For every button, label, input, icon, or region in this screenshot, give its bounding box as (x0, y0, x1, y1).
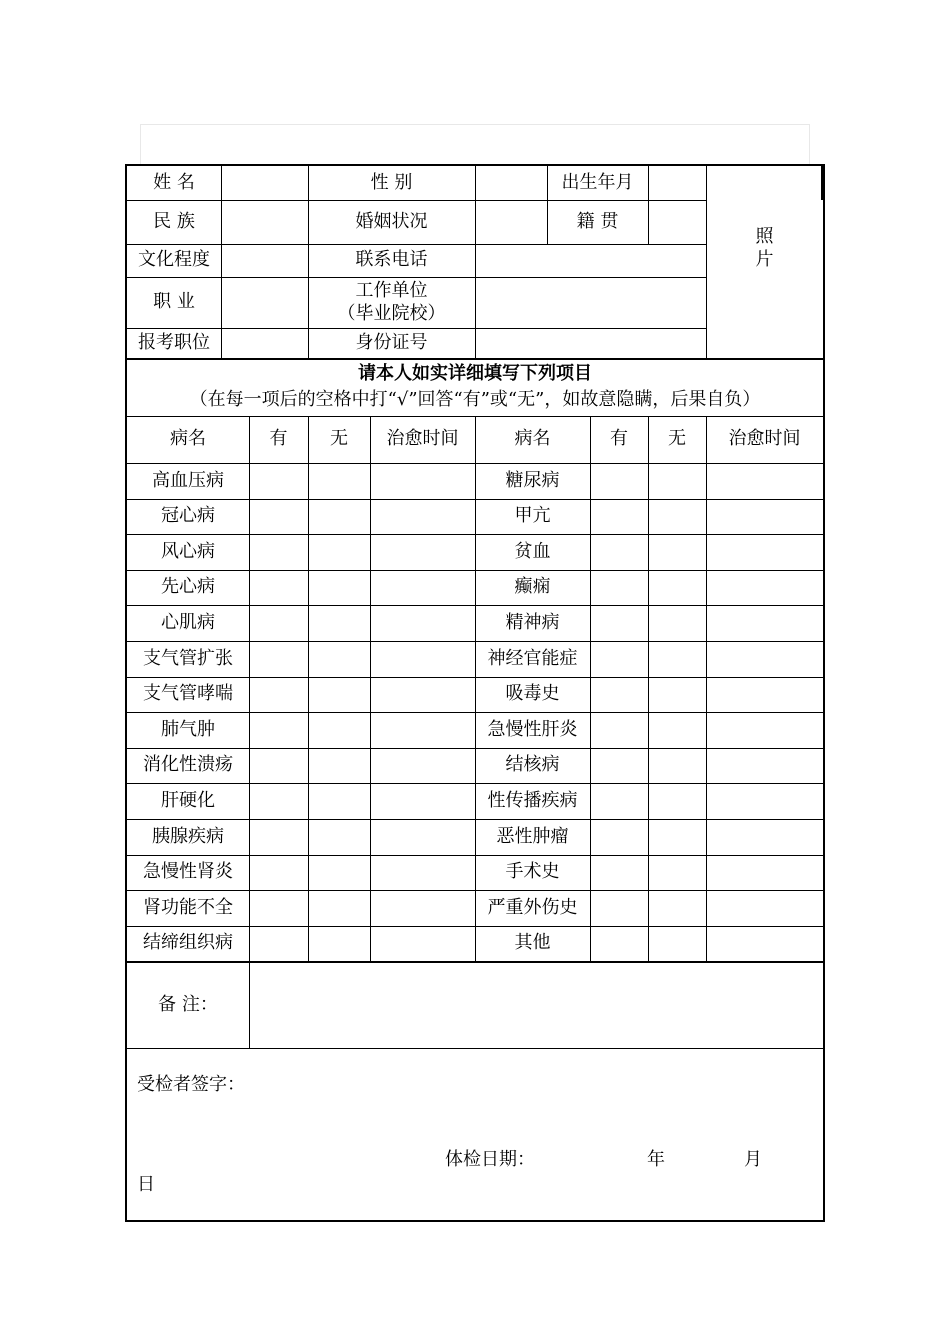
no-checkbox[interactable] (648, 783, 706, 819)
name-label: 姓 名 (153, 171, 195, 193)
col-no-left: 无 (330, 428, 348, 450)
gender-field[interactable] (475, 166, 547, 200)
yes-checkbox[interactable] (590, 534, 648, 570)
cured-time-field[interactable] (706, 748, 823, 784)
no-checkbox[interactable] (648, 855, 706, 891)
no-checkbox[interactable] (648, 463, 706, 499)
disease-name: 贫血 (514, 540, 551, 562)
marital-label: 婚姻状况 (355, 210, 428, 232)
yes-checkbox[interactable] (249, 570, 308, 606)
instructions-title: 请本人如实详细填写下列项目 (358, 362, 592, 384)
yes-checkbox[interactable] (249, 819, 308, 855)
cured-time-field[interactable] (706, 641, 823, 677)
col-cured-left: 治愈时间 (386, 428, 459, 450)
no-checkbox[interactable] (648, 712, 706, 748)
yes-checkbox[interactable] (249, 641, 308, 677)
yes-checkbox[interactable] (590, 463, 648, 499)
disease-name: 神经官能症 (487, 647, 578, 669)
disease-name: 肝硬化 (161, 789, 215, 811)
no-checkbox[interactable] (648, 748, 706, 784)
col-no-right: 无 (668, 428, 686, 450)
yes-checkbox[interactable] (590, 570, 648, 606)
cured-time-field[interactable] (706, 855, 823, 891)
rule (821, 166, 823, 200)
no-checkbox[interactable] (648, 819, 706, 855)
disease-name: 严重外伤史 (487, 896, 578, 918)
disease-name: 糖尿病 (505, 469, 560, 491)
cured-time-field[interactable] (370, 783, 475, 819)
cured-time-field[interactable] (706, 463, 823, 499)
ethnic-label: 民 族 (153, 210, 195, 232)
cured-time-field[interactable] (370, 499, 475, 535)
job-field[interactable] (221, 277, 308, 328)
disease-name: 支气管哮喘 (143, 683, 233, 705)
phone-field[interactable] (475, 244, 706, 277)
no-checkbox[interactable] (648, 605, 706, 641)
native-field[interactable] (648, 200, 706, 244)
yes-checkbox[interactable] (249, 677, 308, 713)
birth-field[interactable] (648, 166, 706, 200)
remarks-field[interactable] (249, 962, 823, 1048)
cured-time-field[interactable] (706, 677, 823, 713)
no-checkbox[interactable] (308, 819, 370, 855)
no-checkbox[interactable] (308, 712, 370, 748)
cured-time-field[interactable] (370, 677, 475, 713)
yes-checkbox[interactable] (590, 748, 648, 784)
yes-checkbox[interactable] (249, 605, 308, 641)
year-label: 年 (647, 1148, 665, 1170)
col-disease-right: 病名 (514, 428, 551, 450)
cured-time-field[interactable] (370, 926, 475, 962)
birth-label: 出生年月 (561, 171, 634, 193)
disease-name: 冠心病 (161, 505, 215, 527)
no-checkbox[interactable] (308, 855, 370, 891)
photo-area[interactable] (706, 226, 823, 296)
cured-time-field[interactable] (706, 499, 823, 535)
no-checkbox[interactable] (308, 748, 370, 784)
no-checkbox[interactable] (648, 499, 706, 535)
disease-name: 恶性肿瘤 (496, 825, 569, 847)
ethnic-field[interactable] (221, 200, 308, 244)
rule (127, 1048, 823, 1049)
education-label: 文化程度 (138, 249, 210, 271)
no-checkbox[interactable] (308, 463, 370, 499)
cured-time-field[interactable] (370, 463, 475, 499)
cured-time-field[interactable] (706, 819, 823, 855)
id-label: 身份证号 (355, 331, 428, 353)
disease-name: 结核病 (505, 754, 560, 776)
no-checkbox[interactable] (648, 534, 706, 570)
yes-checkbox[interactable] (590, 783, 648, 819)
workplace-line-2: （毕业院校） (337, 302, 446, 324)
cured-time-field[interactable] (370, 890, 475, 926)
cured-time-field[interactable] (370, 534, 475, 570)
yes-checkbox[interactable] (590, 499, 648, 535)
day-label: 日 (137, 1173, 155, 1195)
no-checkbox[interactable] (308, 499, 370, 535)
cured-time-field[interactable] (706, 534, 823, 570)
no-checkbox[interactable] (308, 677, 370, 713)
col-yes-right: 有 (610, 428, 628, 450)
yes-checkbox[interactable] (249, 783, 308, 819)
no-checkbox[interactable] (308, 641, 370, 677)
disease-name: 其他 (514, 932, 551, 954)
photo-char-2: 片 (755, 248, 774, 270)
no-checkbox[interactable] (648, 890, 706, 926)
disease-name: 胰腺疾病 (152, 825, 224, 847)
no-checkbox[interactable] (308, 605, 370, 641)
yes-checkbox[interactable] (249, 712, 308, 748)
cured-time-field[interactable] (706, 926, 823, 962)
disease-name: 肾功能不全 (143, 896, 233, 918)
name-field[interactable] (221, 166, 308, 200)
workplace-line-1: 工作单位 (355, 280, 428, 301)
disease-name: 消化性溃疡 (143, 754, 233, 776)
col-disease-left: 病名 (170, 428, 206, 450)
disease-name: 手术史 (505, 861, 560, 883)
cured-time-field[interactable] (706, 890, 823, 926)
no-checkbox[interactable] (648, 641, 706, 677)
yes-checkbox[interactable] (249, 748, 308, 784)
yes-checkbox[interactable] (249, 499, 308, 535)
position-field[interactable] (221, 328, 308, 358)
yes-checkbox[interactable] (590, 819, 648, 855)
no-checkbox[interactable] (648, 570, 706, 606)
cured-time-field[interactable] (706, 605, 823, 641)
exam-date-label: 体检日期： (445, 1148, 535, 1170)
disease-name: 甲亢 (514, 505, 551, 527)
month-label: 月 (744, 1148, 762, 1170)
disease-name: 性传播疾病 (487, 789, 578, 811)
yes-checkbox[interactable] (590, 890, 648, 926)
disease-name: 先心病 (161, 576, 215, 598)
disease-name: 心肌病 (161, 611, 215, 633)
gender-label: 性 别 (370, 171, 413, 193)
physical-exam-form (125, 164, 825, 1222)
phone-label: 联系电话 (355, 249, 428, 271)
job-label: 职 业 (153, 291, 195, 313)
signer-label: 受检者签字： (137, 1073, 245, 1095)
col-yes-left: 有 (269, 428, 288, 450)
remarks-label: 备 注： (158, 993, 218, 1015)
workplace-label (308, 277, 475, 328)
native-label: 籍 贯 (576, 210, 619, 232)
instructions-note: （在每一项后的空格中打“√”回答“有”或“无”，如故意隐瞒，后果自负） (189, 388, 761, 410)
yes-checkbox[interactable] (249, 890, 308, 926)
disease-name: 高血压病 (152, 469, 224, 491)
disease-name: 支气管扩张 (143, 647, 233, 669)
disease-name: 吸毒史 (505, 683, 560, 705)
cured-time-field[interactable] (706, 783, 823, 819)
disease-name: 肺气肿 (161, 718, 215, 740)
yes-checkbox[interactable] (590, 855, 648, 891)
yes-checkbox[interactable] (590, 641, 648, 677)
disease-name: 风心病 (161, 540, 215, 562)
yes-checkbox[interactable] (249, 926, 308, 962)
no-checkbox[interactable] (308, 926, 370, 962)
yes-checkbox[interactable] (249, 855, 308, 891)
photo-char-1: 照 (755, 226, 774, 247)
cured-time-field[interactable] (370, 605, 475, 641)
cured-time-field[interactable] (370, 570, 475, 606)
yes-checkbox[interactable] (590, 926, 648, 962)
col-cured-right: 治愈时间 (728, 428, 801, 450)
cured-time-field[interactable] (706, 570, 823, 606)
yes-checkbox[interactable] (590, 677, 648, 713)
no-checkbox[interactable] (648, 677, 706, 713)
cured-time-field[interactable] (370, 819, 475, 855)
position-label: 报考职位 (138, 331, 210, 353)
marital-field[interactable] (475, 200, 547, 244)
workplace-field[interactable] (475, 277, 706, 328)
disease-name: 急慢性肾炎 (143, 861, 233, 883)
no-checkbox[interactable] (308, 534, 370, 570)
no-checkbox[interactable] (308, 890, 370, 926)
disease-name: 急慢性肝炎 (487, 718, 578, 740)
rule (127, 358, 823, 360)
no-checkbox[interactable] (308, 570, 370, 606)
yes-checkbox[interactable] (590, 712, 648, 748)
no-checkbox[interactable] (648, 926, 706, 962)
yes-checkbox[interactable] (590, 605, 648, 641)
education-field[interactable] (221, 244, 308, 277)
page-top-frame (140, 124, 810, 165)
no-checkbox[interactable] (308, 783, 370, 819)
yes-checkbox[interactable] (249, 463, 308, 499)
yes-checkbox[interactable] (249, 534, 308, 570)
cured-time-field[interactable] (370, 712, 475, 748)
cured-time-field[interactable] (370, 641, 475, 677)
cured-time-field[interactable] (706, 712, 823, 748)
disease-name: 精神病 (505, 611, 560, 633)
cured-time-field[interactable] (370, 748, 475, 784)
disease-name: 结缔组织病 (143, 932, 233, 954)
id-field[interactable] (475, 328, 706, 358)
cured-time-field[interactable] (370, 855, 475, 891)
disease-name: 癫痫 (514, 576, 551, 598)
